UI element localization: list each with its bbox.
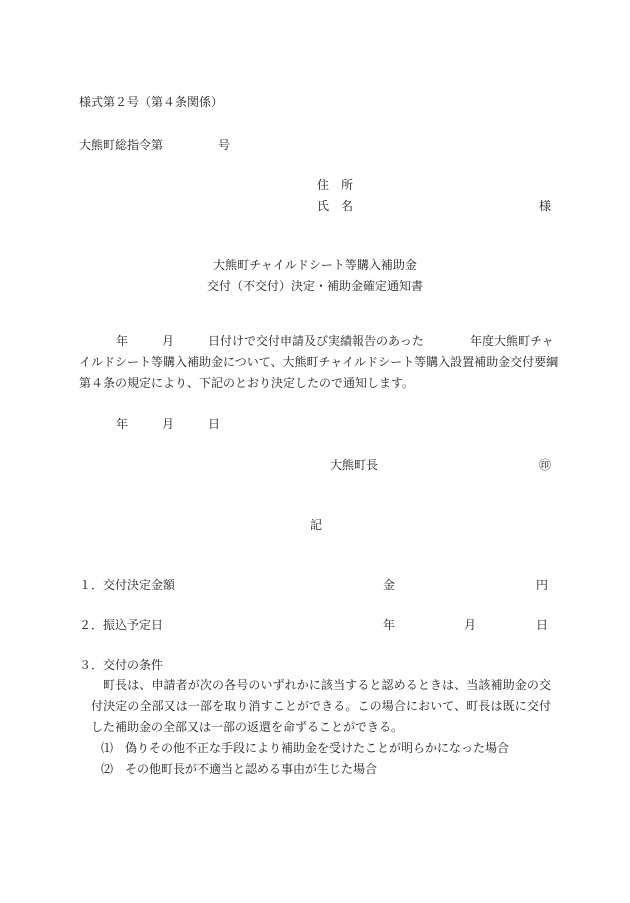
title-line-2: 交付（不交付）決定・補助金確定通知書 <box>206 279 423 293</box>
ki-marker: 記 <box>310 518 323 532</box>
item2-year: 年 <box>383 618 396 632</box>
item2-day: 日 <box>536 618 549 632</box>
body-line1-end: 年度大熊町チャ <box>470 334 554 348</box>
body-line1-middle: 日付けで交付申請及び実績報告のあった <box>208 334 424 348</box>
name-label: 氏 名 <box>317 199 354 213</box>
date-day: 日 <box>208 417 221 431</box>
date-year: 年 <box>116 417 129 431</box>
item1-yen: 円 <box>536 578 549 592</box>
body-date-month: 月 <box>162 334 175 348</box>
address-label: 住 所 <box>317 178 354 192</box>
condition-1: ⑴ 偽りその他不正な手段により補助金を受けたことが明らかになった場合 <box>101 741 510 755</box>
item1-kin: 金 <box>383 578 396 592</box>
reference-prefix: 大熊町総指令第 <box>79 138 164 152</box>
item1-label: １．交付決定金額 <box>79 578 176 592</box>
body-line-2: イルドシート等購入補助金について、大熊町チャイルドシート等購入設置補助金交付要綱 <box>79 355 559 369</box>
seal-mark: ㊞ <box>539 458 552 472</box>
item2-label: ２．振込予定日 <box>79 618 164 632</box>
title-line-1: 大熊町チャイルドシート等購入補助金 <box>213 258 417 272</box>
date-month: 月 <box>162 417 175 431</box>
item3-label: ３．交付の条件 <box>79 658 164 672</box>
item3-text: 町長は、申請者が次の各号のいずれかに該当すると認めるときは、当該補助金の交付決定の全部又は一部を取り消すことができる。この場合において、町長は既に交付した補助金の全部又は一部の返還を命ずることができる。 <box>91 678 551 734</box>
form-number: 様式第２号（第４条関係） <box>79 95 224 109</box>
honorific: 様 <box>539 199 552 213</box>
condition-2: ⑵ その他町長が不適当と認める事由が生じた場合 <box>101 762 378 776</box>
reference-suffix: 号 <box>218 138 231 152</box>
item2-month: 月 <box>464 618 477 632</box>
issuer: 大熊町長 <box>330 458 379 472</box>
body-date-year: 年 <box>116 334 129 348</box>
body-line-3: 第４条の規定により、下記のとおり決定したので通知します。 <box>79 376 415 390</box>
